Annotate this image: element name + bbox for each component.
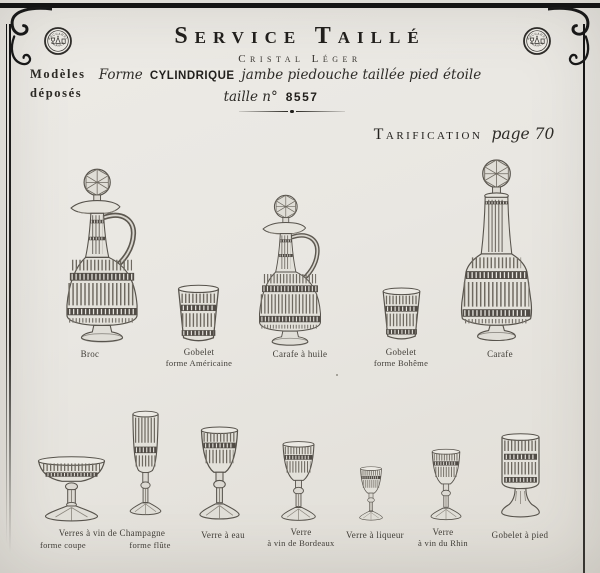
left-frame-line-outer <box>6 24 7 554</box>
label-verre-eau <box>201 530 245 540</box>
verre-eau-illustration <box>194 424 245 522</box>
verre-bordeaux-illustration <box>276 439 321 523</box>
label-verre-rhin <box>418 527 468 548</box>
top-border-rule <box>0 3 600 9</box>
tarification-page-ref: page 70 <box>491 125 555 143</box>
tarification-label: Tarification <box>373 126 483 143</box>
label-text: Verre <box>432 527 454 537</box>
label-gobelet-pied <box>492 530 549 540</box>
divider-line-right <box>296 111 345 113</box>
coupe-champagne-illustration <box>33 452 110 522</box>
label-champagne-group <box>59 528 165 538</box>
label-subtext: à vin du Rhin <box>418 538 468 548</box>
gobelet-pied-illustration <box>495 431 546 521</box>
form-script-prefix: Forme <box>98 67 143 83</box>
pattern-number-line <box>224 88 319 106</box>
label-text: Verre à liqueur <box>346 530 404 540</box>
gobelet-boheme-illustration <box>377 285 426 341</box>
form-name: CYLINDRIQUE <box>149 70 235 82</box>
broc-illustration <box>58 162 146 346</box>
models-line2: déposés <box>30 86 83 100</box>
page-title: Service Taillé <box>174 23 426 49</box>
label-subtext: à vin de Bordeaux <box>267 538 335 548</box>
pattern-script: taille n° <box>223 89 278 105</box>
divider-dot <box>290 110 293 113</box>
label-gobelet-boheme <box>374 347 428 368</box>
label-text: Carafe à huile <box>272 349 328 359</box>
label-champagne-flute <box>129 539 170 550</box>
label-text: Verre <box>290 527 312 537</box>
label-carafe-huile <box>273 349 328 359</box>
label-subtext: forme flûte <box>129 540 171 550</box>
label-verre-bordeaux <box>267 527 334 548</box>
label-text: Verre à eau <box>201 530 245 540</box>
verre-rhin-illustration <box>425 447 467 522</box>
label-gobelet-americaine <box>166 347 232 368</box>
tarification-note <box>374 125 555 144</box>
label-broc <box>81 349 100 359</box>
divider-line-left <box>239 111 288 113</box>
form-script-suffix: jambe piedouche taillée pied étoile <box>241 67 482 83</box>
pattern-number: 8557 <box>285 90 319 104</box>
right-frame-line <box>583 24 585 573</box>
label-text: Gobelet à pied <box>491 530 549 540</box>
carafe-illustration <box>452 155 541 347</box>
label-text: Broc <box>80 349 100 359</box>
header-divider <box>239 110 345 113</box>
models-line1: Modèles <box>30 67 86 81</box>
form-description-line <box>99 66 481 84</box>
gobelet-americaine-illustration <box>172 282 225 343</box>
carafe-huile-illustration <box>251 189 329 349</box>
page-subtitle: Cristal Léger <box>238 53 362 65</box>
label-text: Gobelet <box>183 347 215 357</box>
flute-champagne-illustration <box>125 409 166 520</box>
label-text: Verres à vin de Champagne <box>58 528 166 538</box>
label-verre-liqueur <box>346 530 404 540</box>
label-text: Gobelet <box>385 347 417 357</box>
label-subtext: forme Américaine <box>165 358 233 368</box>
left-frame-line-inner <box>9 24 11 558</box>
label-subtext: forme Bohême <box>373 358 429 368</box>
label-subtext: forme coupe <box>39 540 87 550</box>
label-text: Carafe <box>487 349 513 359</box>
models-deposes-note <box>30 65 86 103</box>
paper-speck <box>336 374 338 376</box>
label-carafe <box>487 349 513 359</box>
label-champagne-coupe <box>40 539 86 550</box>
verre-liqueur-illustration <box>352 465 390 522</box>
